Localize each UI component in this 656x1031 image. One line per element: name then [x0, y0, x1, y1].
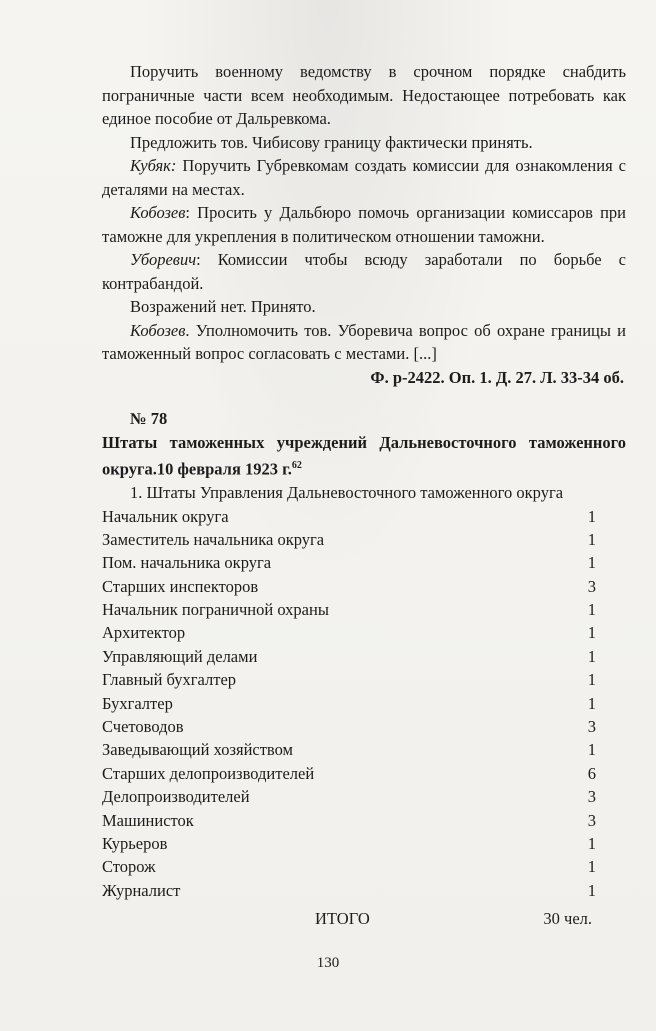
staff-count: 1 [587, 553, 596, 573]
staff-position: Счетоводов [102, 717, 184, 737]
paragraph-7 [102, 319, 626, 366]
staff-row [102, 832, 626, 855]
staff-position: Архитектор [102, 623, 186, 643]
staff-row [102, 785, 626, 808]
staff-position: Пом. начальника округа [102, 553, 272, 573]
staff-count: 1 [587, 693, 596, 713]
staff-row [102, 692, 626, 715]
section-title: 1. Штаты Управления Дальневосточного таможенного округа [130, 483, 564, 502]
staff-count: 1 [587, 529, 596, 549]
staff-count: 1 [587, 600, 596, 620]
staff-count: 1 [587, 857, 596, 877]
paragraph-6 [102, 295, 626, 319]
archive-reference: Ф. р-2422. Оп. 1. Д. 27. Л. 33-34 об. [370, 367, 624, 387]
speaker: Кобозев [130, 320, 186, 340]
staff-row [102, 855, 626, 878]
total-row [102, 906, 626, 932]
staff-row [102, 575, 626, 598]
staff-list [102, 505, 626, 903]
staff-position: Начальник округа [102, 506, 229, 526]
speaker: Уборевич [130, 250, 197, 269]
staff-position: Журналист [102, 880, 181, 900]
paragraph-text: : Просить у Дальбюро помочь организации комиссаров при таможне для укрепления в политическом отношении таможни. [102, 203, 626, 246]
speaker: Кобозев [130, 203, 186, 222]
staff-row [102, 809, 626, 832]
staff-position: Сторож [102, 857, 156, 877]
staff-row [102, 715, 626, 738]
staff-row [102, 505, 626, 528]
speaker: Кубяк: [130, 156, 177, 175]
staff-count: 1 [587, 880, 596, 900]
paragraph-3 [102, 154, 626, 201]
staff-position: Старших инспекторов [102, 576, 259, 596]
staff-count: 3 [587, 810, 596, 830]
protocol-text [102, 60, 626, 932]
staff-count: 1 [587, 740, 596, 760]
staff-count: 1 [587, 646, 596, 666]
staff-count: 1 [587, 623, 596, 643]
staff-row [102, 762, 626, 785]
paragraph-text: : Комиссии чтобы всюду заработали по борьбе с контрабандой. [102, 250, 626, 293]
staff-position: Машинисток [102, 810, 194, 830]
staff-position: Курьеров [102, 833, 168, 853]
document-title-text: Штаты таможенных учреждений Дальневосточного таможенного округа.10 февраля 1923 г. [102, 432, 626, 479]
staff-position: Начальник пограничной охраны [102, 600, 329, 620]
paragraph-text: Предложить тов. Чибисову границу фактически принять. [130, 132, 533, 152]
document-title [102, 431, 626, 482]
staff-row [102, 879, 626, 902]
staff-position: Управляющий делами [102, 646, 258, 666]
paragraph-text: Поручить военному ведомству в срочном порядке снабдить пограничные части всем необходимым. Недостающее потребовать как единое пособие от Дальревкома. [102, 62, 626, 128]
staff-row [102, 645, 626, 668]
staff-position: Заместитель начальника округа [102, 529, 325, 549]
staff-count: 1 [587, 670, 596, 690]
staff-count: 3 [587, 576, 596, 596]
staff-count: 3 [587, 717, 596, 737]
staff-row [102, 551, 626, 574]
staff-position: Старших делопроизводителей [102, 763, 315, 783]
paragraph-1 [102, 60, 626, 131]
staff-position: Бухгалтер [102, 693, 173, 713]
total-label: ИТОГО [315, 909, 370, 929]
staff-count: 1 [587, 506, 596, 526]
staff-position: Заведывающий хозяйством [102, 740, 293, 760]
staff-position: Главный бухгалтер [102, 670, 237, 690]
paragraph-2 [102, 131, 626, 155]
staff-row [102, 738, 626, 761]
document-number: № 78 [130, 409, 168, 428]
staff-count: 1 [587, 833, 596, 853]
footnote-mark: 62 [291, 460, 302, 471]
paragraph-text: Поручить Губревкомам создать комиссии для ознакомления с деталями на местах. [102, 156, 626, 199]
paragraph-text: . Уполномочить тов. Уборевича вопрос об охране границы и таможенный вопрос согласовать с местами. [...] [102, 320, 626, 363]
staff-count: 3 [587, 787, 596, 807]
paragraph-text: Возражений нет. Принято. [130, 297, 316, 316]
paragraph-4 [102, 201, 626, 248]
staff-position: Делопроизводителей [102, 787, 250, 807]
staff-row [102, 621, 626, 644]
page-number: 130 [316, 955, 340, 971]
staff-row [102, 528, 626, 551]
paragraph-5 [102, 248, 626, 295]
staff-count: 6 [587, 763, 596, 783]
total-value: 30 чел. [543, 909, 592, 929]
staff-row [102, 668, 626, 691]
staff-row [102, 598, 626, 621]
